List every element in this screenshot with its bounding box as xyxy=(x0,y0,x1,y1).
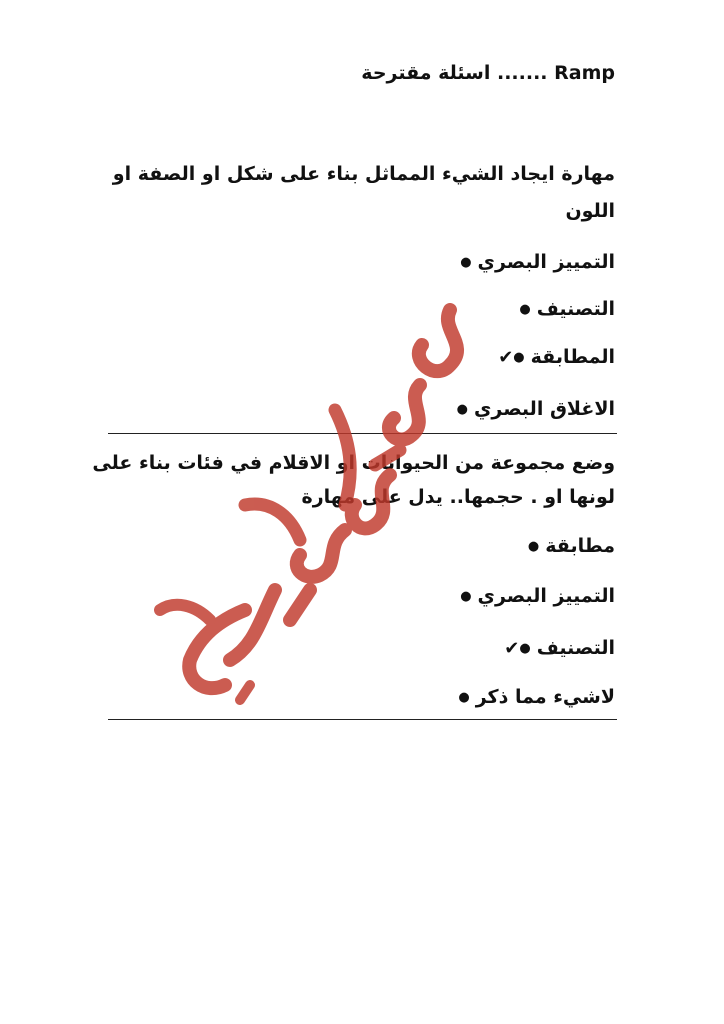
question-2-option-1 xyxy=(528,535,615,557)
question-2-option-4 xyxy=(458,686,615,708)
option-text: التمييز البصري xyxy=(477,251,615,273)
option-text: التمييز البصري xyxy=(477,585,615,607)
question-1-option-1 xyxy=(460,251,615,273)
question-2-line-2: لونها او . حجمها.. يدل على مهارة xyxy=(301,486,615,508)
question-1-option-3 xyxy=(490,346,615,368)
checkmark-icon: ✔ xyxy=(504,638,520,659)
watermark-stroke xyxy=(297,530,345,577)
bullet-icon: ● xyxy=(460,255,472,270)
divider xyxy=(108,433,617,434)
question-2-line-1: وضع مجموعة من الحيوانات او الاقلام في فئات بناء على xyxy=(92,452,615,474)
option-text: مطابقة xyxy=(545,535,615,557)
option-text: التصنيف xyxy=(536,298,615,320)
divider xyxy=(108,719,617,720)
bullet-icon: ● xyxy=(458,690,470,705)
question-1-line-2: اللون xyxy=(565,200,615,222)
bullet-icon: ● xyxy=(456,402,468,417)
watermark-stroke xyxy=(245,504,300,540)
option-text: التصنيف xyxy=(536,637,615,659)
watermark-stroke xyxy=(160,605,210,620)
bullet-icon: ● xyxy=(519,641,531,656)
option-text: لاشيء مما ذكر xyxy=(475,686,615,708)
option-text: المطابقة xyxy=(530,346,615,368)
watermark-stroke xyxy=(290,590,310,620)
bullet-icon: ● xyxy=(527,539,540,554)
question-2-option-2 xyxy=(460,585,615,607)
watermark-stroke xyxy=(189,610,245,688)
bullet-icon: ● xyxy=(519,302,531,317)
watermark-stroke xyxy=(230,590,275,660)
page-title: Ramp ....... اسئلة مقترحة xyxy=(361,62,615,84)
question-1-option-2 xyxy=(519,298,615,320)
question-1-option-4 xyxy=(457,398,615,420)
bullet-icon: ● xyxy=(513,350,525,365)
watermark-stroke xyxy=(389,385,420,440)
bullet-icon: ● xyxy=(460,589,472,604)
question-2-option-3 xyxy=(496,637,615,659)
question-1-line-1: مهارة ايجاد الشيء المماثل بناء على شكل او الصفة او xyxy=(112,163,615,185)
checkmark-icon: ✔ xyxy=(498,347,514,368)
watermark-stroke xyxy=(419,310,457,371)
option-text: الاغلاق البصري xyxy=(473,398,615,420)
watermark-stroke xyxy=(240,685,250,700)
